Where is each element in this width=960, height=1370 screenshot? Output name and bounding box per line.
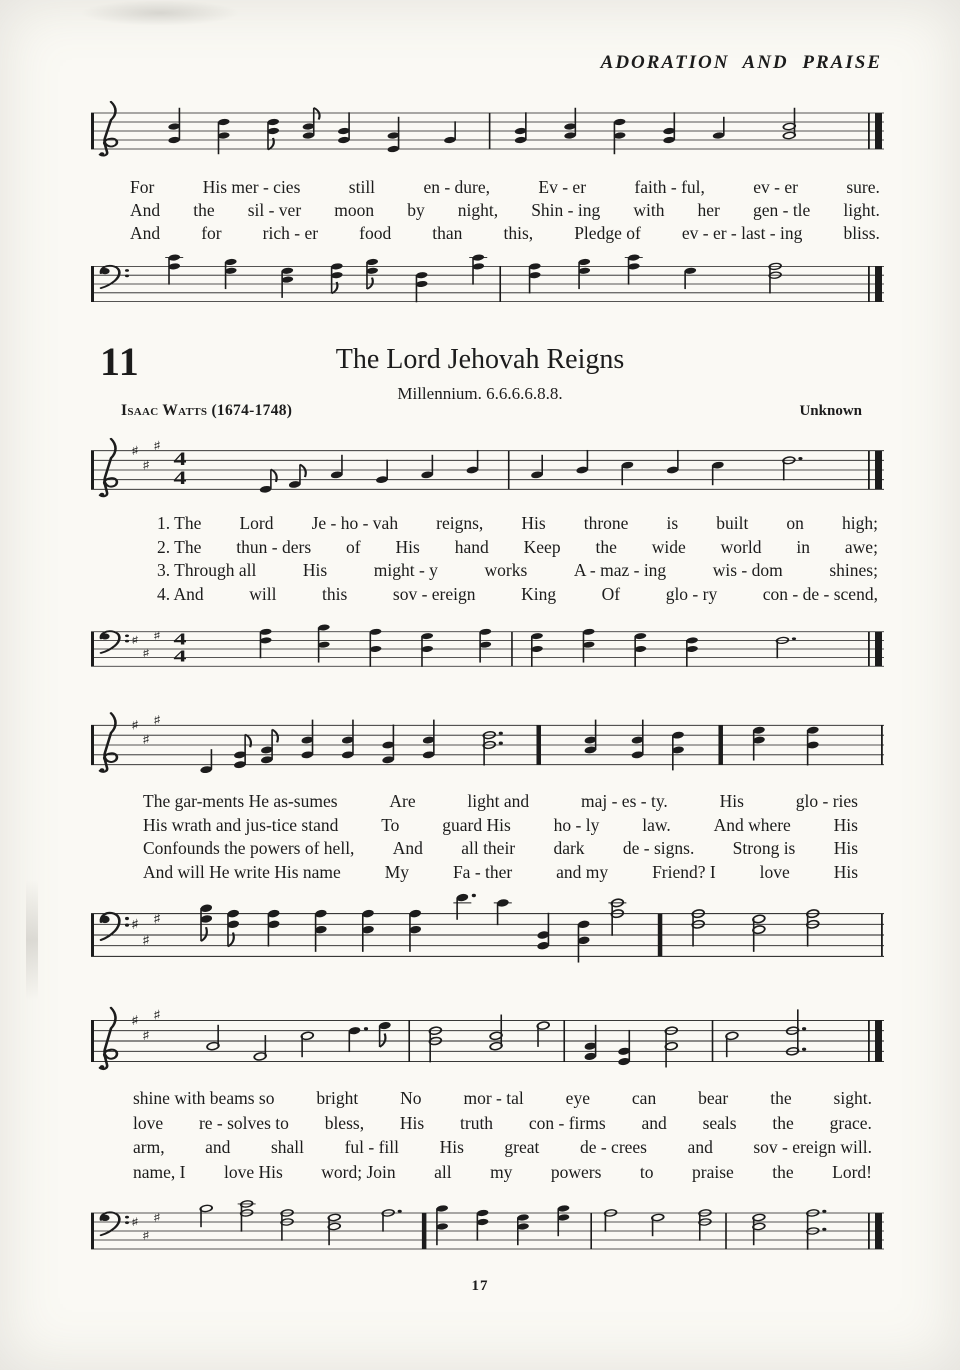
syllable: and	[205, 1137, 231, 1157]
syllable: praise	[692, 1161, 734, 1182]
syllable: grace.	[829, 1112, 872, 1133]
syllable: light.	[843, 200, 880, 220]
syllable: glo - ries	[795, 791, 858, 811]
lyric-line	[130, 199, 880, 222]
syllable: My	[384, 861, 410, 882]
syllable: King	[521, 583, 557, 604]
svg-text:♯: ♯	[152, 438, 162, 454]
syllable: still	[348, 177, 376, 197]
svg-text:♯: ♯	[130, 916, 140, 933]
syllable: throne	[583, 513, 629, 533]
syllable: His	[399, 1112, 425, 1133]
syllable: than	[432, 223, 463, 243]
syllable: maj - es - ty.	[580, 791, 668, 811]
scan-smudge	[80, 0, 240, 26]
syllable: bright	[316, 1088, 359, 1108]
syllable: Shin - ing	[531, 200, 601, 220]
verse-line-4	[157, 583, 878, 607]
syllable: her	[697, 200, 720, 220]
syllable: moon	[334, 200, 375, 220]
syllable: Are	[389, 791, 416, 811]
syllable: 3. Through all	[157, 560, 257, 580]
syllable: the	[772, 1112, 794, 1133]
syllable: His	[439, 1137, 464, 1157]
syllable: Ev - er	[538, 177, 587, 197]
syllable: the	[772, 1161, 794, 1182]
syllable: love	[133, 1112, 164, 1133]
lyric-line	[133, 1086, 872, 1111]
syllable: reigns,	[436, 513, 484, 533]
svg-text:♯: ♯	[130, 1215, 140, 1230]
syllable: word; Join	[321, 1161, 396, 1182]
syllable: His mer - cies	[202, 177, 301, 197]
composer-name: Unknown	[799, 403, 862, 419]
syllable: love	[759, 861, 790, 882]
staff-bass-system-3	[85, 884, 890, 986]
lyric-line	[133, 1160, 872, 1185]
syllable: And	[130, 200, 161, 220]
lyrics-block-continued-2	[85, 1086, 890, 1184]
syllable: Friend? I	[652, 861, 716, 882]
hymn-number: 11	[100, 339, 140, 384]
svg-text:4: 4	[173, 467, 187, 489]
scan-streak	[26, 880, 38, 1000]
svg-text:♯: ♯	[152, 630, 162, 643]
syllable: in	[796, 536, 811, 557]
syllable: de - crees	[579, 1137, 647, 1157]
syllable: night,	[457, 200, 499, 220]
syllable: ev - er - last - ing	[681, 223, 803, 243]
author-name: Isaac Watts (1674-1748)	[121, 402, 293, 419]
syllable: high;	[841, 513, 878, 533]
syllable: wis - dom	[712, 560, 783, 580]
syllable: shall	[270, 1137, 305, 1157]
lyrics-block-continued-1	[85, 790, 890, 884]
lyrics-block-previous-hymn	[85, 176, 890, 245]
syllable: my	[490, 1161, 513, 1182]
syllable: seals	[702, 1112, 737, 1133]
syllable: And	[130, 223, 161, 243]
syllable: for	[201, 223, 222, 243]
syllable: His	[833, 814, 858, 835]
syllable: glo - ry	[665, 583, 718, 604]
svg-text:♯: ♯	[141, 932, 151, 949]
syllable: arm,	[133, 1137, 165, 1157]
syllable: the	[193, 200, 215, 220]
syllable: love His	[223, 1161, 283, 1182]
syllable: Je - ho - vah	[311, 513, 399, 533]
staff-treble-system-3	[85, 698, 890, 792]
svg-text:♯: ♯	[141, 732, 151, 748]
syllable: gen - tle	[752, 200, 811, 220]
lyric-line	[130, 176, 880, 199]
syllable: His	[302, 560, 328, 580]
syllable: His wrath and jus-tice stand	[143, 814, 339, 835]
syllable: The gar-ments He as-sumes	[143, 791, 338, 811]
syllable: His	[833, 861, 858, 882]
syllable: the	[595, 536, 617, 557]
syllable: and my	[556, 861, 609, 882]
syllable: sil - ver	[247, 200, 302, 220]
lyric-line	[143, 837, 858, 861]
lyric-line	[133, 1135, 872, 1160]
syllable: To	[381, 814, 400, 835]
svg-text:4: 4	[173, 645, 187, 666]
syllable: For	[130, 177, 155, 197]
svg-text:♯: ♯	[152, 1210, 162, 1225]
syllable: sure.	[846, 177, 880, 197]
syllable: Keep	[523, 536, 561, 557]
staff-treble-system-4	[85, 992, 890, 1090]
staff-bass-system-2	[85, 608, 890, 690]
syllable: dark	[553, 838, 585, 858]
svg-text:♯: ♯	[141, 1027, 151, 1044]
syllable: works	[484, 560, 528, 580]
lyric-line	[133, 1111, 872, 1136]
syllable: and	[641, 1112, 667, 1133]
svg-text:♯: ♯	[130, 442, 140, 459]
syllable: 1. The	[157, 513, 202, 533]
lyric-line	[143, 814, 858, 838]
syllable: to	[639, 1161, 654, 1182]
syllable: built	[716, 513, 749, 533]
syllable: guard His	[442, 814, 511, 835]
syllable: con - firms	[528, 1112, 606, 1133]
syllable: ful - fill	[344, 1137, 400, 1157]
syllable: shine with beams so	[133, 1088, 275, 1108]
syllable: And will He write His name	[143, 861, 341, 882]
svg-text:♯: ♯	[130, 1012, 140, 1029]
staff-bass-system-4	[85, 1188, 890, 1274]
syllable: His	[521, 513, 546, 533]
syllable: this,	[503, 223, 534, 243]
svg-text:♯: ♯	[152, 910, 162, 928]
syllable: Lord!	[832, 1161, 872, 1182]
svg-text:4: 4	[173, 628, 187, 649]
syllable: No	[400, 1088, 422, 1108]
verse-line-3	[157, 559, 878, 583]
svg-text:♯: ♯	[130, 717, 140, 733]
syllable: is	[666, 513, 679, 533]
svg-text:4: 4	[173, 447, 187, 470]
syllable: and	[687, 1137, 713, 1157]
svg-text:♯: ♯	[130, 634, 140, 648]
syllable: Lord	[239, 513, 274, 533]
syllable: light and	[467, 791, 530, 811]
syllable: A - maz - ing	[573, 560, 667, 580]
syllable: And	[392, 838, 423, 858]
syllable: eye	[565, 1088, 590, 1108]
svg-text:♯: ♯	[141, 457, 151, 473]
page-number: 17	[471, 1278, 489, 1294]
syllable: sight.	[833, 1088, 872, 1108]
syllable: the	[770, 1088, 792, 1108]
syllable: Fa - ther	[452, 861, 513, 882]
lyric-line	[143, 790, 858, 814]
hymn-tune-and-meter: Millennium. 6.6.6.6.8.8.	[397, 384, 563, 403]
lyrics-block-verses	[85, 512, 890, 606]
syllable: food	[359, 223, 392, 243]
syllable: His	[833, 838, 858, 858]
svg-text:♯: ♯	[141, 647, 151, 661]
syllable: sov - ereign	[392, 583, 476, 604]
syllable: His	[395, 536, 420, 557]
syllable: powers	[550, 1161, 602, 1182]
syllable: world	[720, 536, 762, 557]
syllable: ho - ly	[553, 814, 600, 835]
syllable: 4. And	[157, 583, 204, 604]
syllable: rich - er	[262, 223, 319, 243]
svg-text:♯: ♯	[141, 1228, 151, 1243]
syllable: bliss.	[843, 223, 880, 243]
syllable: Pledge of	[574, 223, 641, 243]
syllable: bless,	[324, 1112, 365, 1133]
syllable: great	[504, 1137, 540, 1157]
syllable: name, I	[133, 1161, 186, 1182]
hymn-title: The Lord Jehovah Reigns	[335, 344, 625, 375]
syllable: shines;	[829, 560, 878, 580]
syllable: thun - ders	[236, 536, 312, 557]
staff-treble-system-1	[85, 88, 890, 174]
syllable: all	[434, 1161, 452, 1182]
syllable: bear	[698, 1088, 729, 1108]
syllable: by	[407, 200, 425, 220]
syllable: His	[719, 791, 744, 811]
lyric-line	[143, 861, 858, 885]
syllable: will	[249, 583, 277, 604]
syllable: de - signs.	[622, 838, 695, 858]
syllable: And where	[713, 814, 791, 835]
syllable: con - de - scend,	[762, 583, 878, 604]
svg-text:♯: ♯	[152, 1007, 162, 1024]
syllable: ev - er	[753, 177, 798, 197]
syllable: might - y	[373, 560, 438, 580]
syllable: of	[346, 536, 361, 557]
syllable: all their	[461, 838, 516, 858]
svg-text:♯: ♯	[152, 712, 162, 728]
syllable: law.	[642, 814, 671, 835]
section-header: ADORATION AND PRAISE	[600, 52, 882, 73]
verse-line-1	[157, 512, 878, 536]
syllable: this	[322, 583, 348, 604]
syllable: en - dure,	[423, 177, 491, 197]
syllable: truth	[460, 1112, 494, 1133]
verse-line-2	[157, 536, 878, 560]
staff-bass-system-1	[85, 242, 890, 326]
syllable: with	[633, 200, 665, 220]
syllable: can	[631, 1088, 657, 1108]
syllable: awe;	[844, 536, 878, 557]
syllable: sov - ereign will.	[753, 1137, 872, 1157]
syllable: re - solves to	[198, 1112, 289, 1133]
syllable: hand	[454, 536, 489, 557]
syllable: Strong is	[732, 838, 796, 858]
syllable: Confounds the powers of hell,	[143, 838, 355, 858]
syllable: faith - ful,	[634, 177, 705, 197]
attribution-row	[85, 402, 890, 420]
staff-treble-system-2	[85, 424, 890, 516]
syllable: on	[786, 513, 804, 533]
syllable: wide	[651, 536, 686, 557]
syllable: Of	[601, 583, 621, 604]
syllable: 2. The	[157, 536, 202, 557]
syllable: mor - tal	[463, 1088, 524, 1108]
